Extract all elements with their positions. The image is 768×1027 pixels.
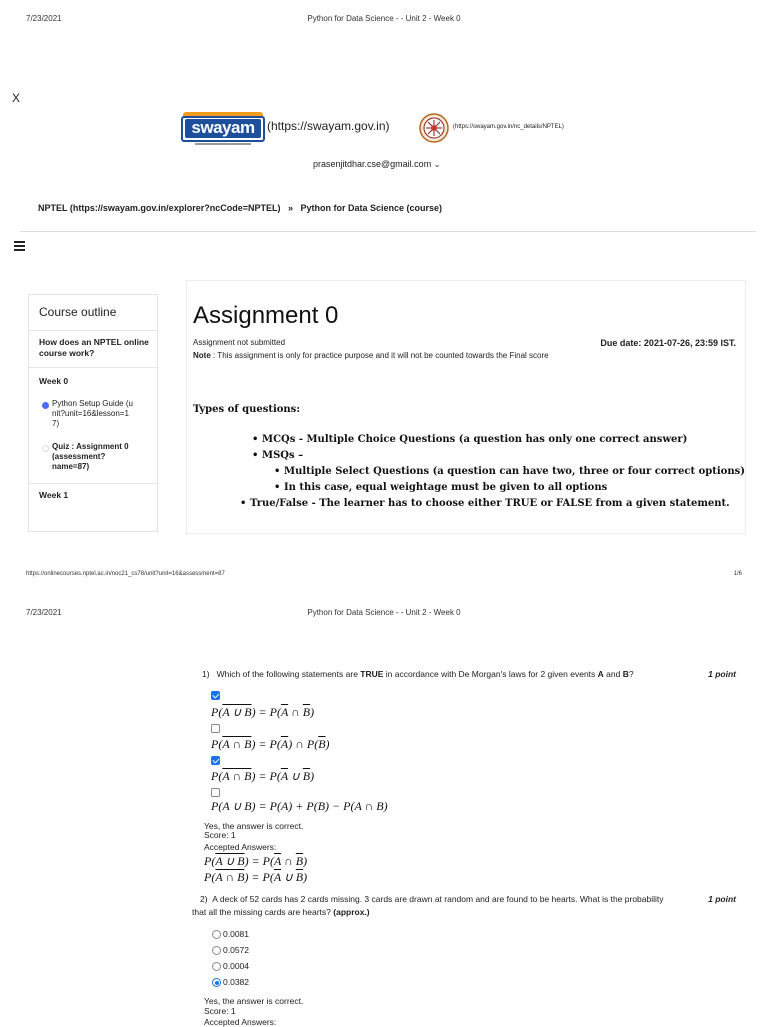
footer-page: 1/6 (733, 571, 742, 577)
radio-icon (212, 946, 221, 955)
note-label: Note (193, 351, 211, 360)
outline-item-quiz[interactable]: Quiz : Assignment 0 (assessment?name=87) (52, 442, 129, 471)
question-2-text: 2) A deck of 52 cards has 2 cards missing. 3 cards are drawn at random and are found to be hearts. What is the probability (200, 894, 664, 904)
hamburger-menu-icon[interactable] (14, 241, 25, 251)
footer-url: https://onlinecourses.nptel.ac.in/noc21_cs78/unit?unit=16&assessment=87 (26, 571, 225, 577)
q1-option-3-checkbox[interactable] (211, 756, 220, 765)
outline-divider (29, 483, 157, 484)
q1-feedback: Yes, the answer is correct. (204, 821, 304, 831)
outline-divider (29, 367, 157, 368)
note-text: : This assignment is only for practice purpose and it will not be counted towards the Final score (210, 351, 549, 360)
q1-accepted-label: Accepted Answers: (204, 842, 277, 852)
outline-how-does[interactable]: How does an NPTEL online course work? (39, 337, 149, 358)
q2-score: Score: 1 (204, 1006, 236, 1016)
assignment-status: Assignment not submitted (193, 338, 286, 347)
question-2-points: 1 point (708, 894, 736, 904)
question-1-text: 1) Which of the following statements are TRUE in accordance with De Morgan's laws for 2 given events A and B? (202, 669, 634, 679)
q1-accepted-answer-1: P(A ∪ $B) = P(\overline{A}$ ∩ $\overline{B}$) (204, 854, 308, 868)
types-heading: Types of questions: (193, 404, 301, 415)
chevron-down-icon: ⌄ (433, 160, 441, 169)
q1-option-1-checkbox[interactable] (211, 691, 220, 700)
page-title: Assignment 0 (193, 302, 339, 329)
nptel-link[interactable]: (https://swayam.gov.in/nc_details/NPTEL) (453, 124, 564, 130)
breadcrumb-nptel[interactable]: NPTEL (https://swayam.gov.in/explorer?ncCode=NPTEL) (38, 203, 281, 213)
print-title: Python for Data Science - - Unit 2 - Week 0 (307, 14, 461, 23)
q1-option-2-formula: P(A ∩ $B) = P(\overline{A})$ ∩ $P(\overline{B})$ (211, 737, 330, 751)
user-menu[interactable] (313, 159, 440, 169)
outline-week0[interactable]: Week 0 (39, 376, 69, 386)
q2-feedback: Yes, the answer is correct. (204, 996, 304, 1006)
breadcrumb (38, 203, 442, 213)
swayam-logo[interactable] (181, 112, 265, 146)
radio-icon (212, 962, 221, 971)
outline-divider (29, 330, 157, 331)
type-msq-sub2: • In this case, equal weightage must be given to all options (284, 482, 607, 493)
breadcrumb-separator: » (287, 203, 293, 213)
radio-selected-icon (212, 978, 221, 987)
due-date: Due date: 2021-07-26, 23:59 IST. (600, 338, 736, 348)
type-msq-sub1: • Multiple Select Questions (a question can have two, three or four correct options) (284, 466, 745, 477)
q1-option-3-formula: P(A ∩ $B) = P(\overline{A}$ ∪ $\overline{B}$) (211, 769, 315, 783)
q1-option-4-formula: P(A ∪ B) = P(A) + P(B) − P(A ∩ B) (211, 799, 388, 813)
q1-option-4-checkbox[interactable] (211, 788, 220, 797)
swayam-logo-text: swayam (191, 118, 255, 137)
question-1-points: 1 point (708, 669, 736, 679)
q1-option-1-formula: P(A ∪ $B) = P(\overline{A}$ ∩ $\overline{B}$) (211, 705, 315, 719)
course-outline (28, 294, 158, 532)
header-divider (20, 231, 756, 232)
breadcrumb-course[interactable]: Python for Data Science (course) (300, 203, 443, 213)
print-date: 7/23/2021 (26, 14, 62, 23)
swayam-link[interactable]: (https://swayam.gov.in) (267, 119, 390, 133)
q2-accepted-label: Accepted Answers: (204, 1017, 277, 1027)
q1-accepted-answer-2: P(A ∩ $B) = P(\overline{A}$ ∪ $\overline{B}$) (204, 870, 308, 884)
type-msq: • MSQs – (262, 450, 303, 461)
q2-option-4[interactable]: 0.0382 (212, 977, 249, 987)
status-dot-icon (42, 402, 49, 409)
type-mcq: • MCQs - Multiple Choice Questions (a question has only one correct answer) (262, 434, 687, 445)
nptel-logo-icon[interactable] (419, 113, 449, 143)
q2-option-2[interactable]: 0.0572 (212, 945, 249, 955)
print-title: Python for Data Science - - Unit 2 - Week 0 (307, 608, 461, 617)
outline-item-setup-guide[interactable]: Python Setup Guide (unit?unit=16&lesson=17) (52, 399, 133, 428)
q2-option-3[interactable]: 0.0004 (212, 961, 249, 971)
status-dot-icon (42, 445, 49, 452)
q1-option-2-checkbox[interactable] (211, 724, 220, 733)
q1-score: Score: 1 (204, 830, 236, 840)
assignment-note (193, 351, 549, 360)
radio-icon (212, 930, 221, 939)
outline-week1[interactable]: Week 1 (39, 490, 69, 500)
outline-title: Course outline (39, 305, 117, 319)
close-button[interactable]: X (12, 91, 21, 105)
q2-option-1[interactable]: 0.0081 (212, 929, 249, 939)
type-true-false: • True/False - The learner has to choose either TRUE or FALSE from a given statement. (250, 498, 730, 509)
print-date: 7/23/2021 (26, 608, 62, 617)
question-2-text-cont: that all the missing cards are hearts? (approx.) (192, 907, 370, 917)
user-email: prasenjitdhar.cse@gmail.com (313, 159, 432, 169)
